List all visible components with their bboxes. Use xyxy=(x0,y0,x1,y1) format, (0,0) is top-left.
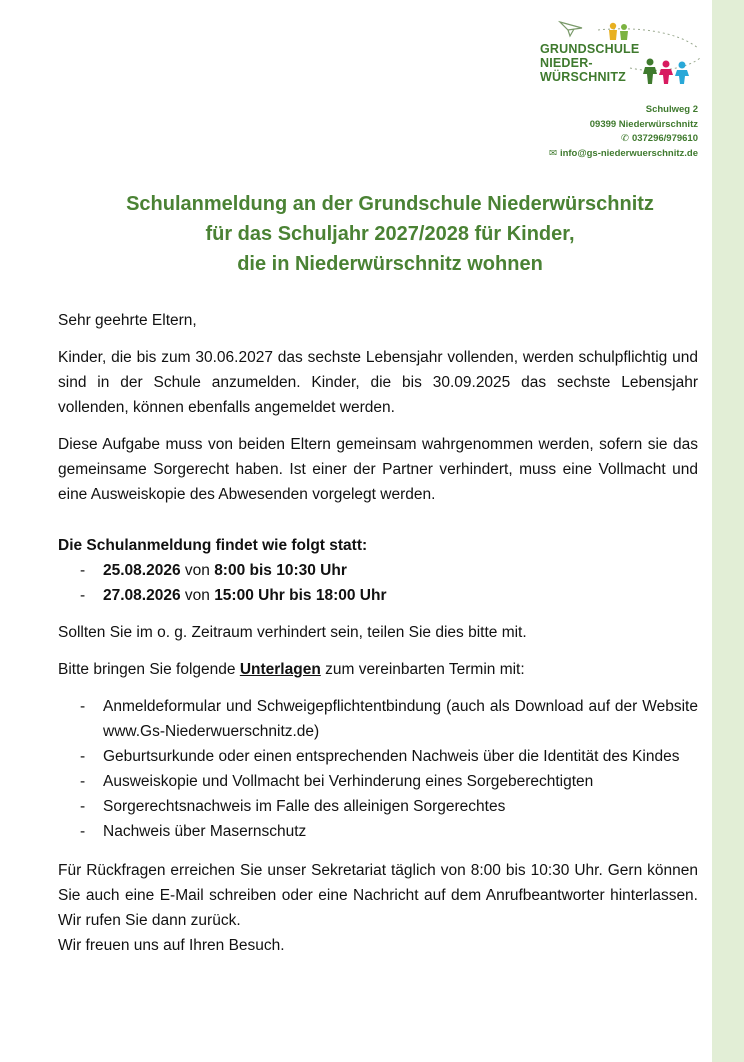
document-item xyxy=(58,694,698,744)
address-email[interactable]: info@gs-niederwuerschnitz.de xyxy=(559,147,698,159)
bring-prefix: Bitte bringen Sie folgende xyxy=(58,661,240,678)
dash-marker: - xyxy=(80,798,86,815)
document-text: Anmeldeformular und Schweigepflichtentbindung (auch als Download auf der Website www.Gs-Niederwuerschnitz.de) xyxy=(103,698,698,740)
side-strip xyxy=(712,0,744,1062)
time-value: 15:00 Uhr bis 18:00 Uhr xyxy=(214,587,387,604)
salutation: Sehr geehrte Eltern, xyxy=(58,312,197,329)
mail-icon: ✉ xyxy=(548,147,557,159)
date-item-2 xyxy=(58,583,698,608)
date-connector: von xyxy=(180,587,215,604)
logo-line-2: NIEDER- xyxy=(540,56,593,70)
document-text: Sorgerechtsnachweis im Falle des alleinigen Sorgerechtes xyxy=(103,798,506,815)
paragraph-contact: Für Rückfragen erreichen Sie unser Sekretariat täglich von 8:00 bis 10:30 Uhr. Gern können Sie auch eine E-Mail schreiben oder eine Nachricht auf dem Anrufbeantworter hinterlassen. Wir rufen Sie dann zurück. xyxy=(58,862,698,929)
address-street: Schulweg 2 xyxy=(645,104,698,115)
document-item xyxy=(58,744,698,769)
address-email-row xyxy=(549,147,698,162)
date-value: 25.08.2026 xyxy=(103,562,181,579)
school-logo xyxy=(538,18,703,88)
address-phone: 037296/979610 xyxy=(631,133,698,144)
spacer xyxy=(58,519,698,533)
document-item xyxy=(58,769,698,794)
address-phone-row xyxy=(549,132,698,147)
dash-marker: - xyxy=(80,823,86,840)
paragraph-school-age: Kinder, die bis zum 30.06.2027 das sechste Lebensjahr vollenden, werden schulpflichtig und sind in der Schule anzumelden. Kinder, die bis 30.09.2025 das sechste Lebensjahr vollenden, können ebenfalls angemeldet werden. xyxy=(58,349,698,416)
address-block xyxy=(549,103,698,161)
dates-list xyxy=(58,558,698,608)
document-item xyxy=(58,819,698,844)
dates-heading: Die Schulanmeldung findet wie folgt statt: xyxy=(58,537,368,554)
time-value: 8:00 bis 10:30 Uhr xyxy=(214,562,347,579)
dash-marker: - xyxy=(80,698,86,715)
title-line-3: die in Niederwürschnitz wohnen xyxy=(237,253,543,275)
date-item-1 xyxy=(58,558,698,583)
farewell: Wir freuen uns auf Ihren Besuch. xyxy=(58,937,285,954)
bring-keyword: Unterlagen xyxy=(239,661,321,678)
document-title xyxy=(60,189,720,279)
document-text: Ausweiskopie und Vollmacht bei Verhinderung eines Sorgeberechtigten xyxy=(103,773,594,790)
paragraph-parents: Diese Aufgabe muss von beiden Eltern gemeinsam wahrgenommen werden, sofern sie das gemeinsame Sorgerecht haben. Ist einer der Partner verhindert, muss eine Vollmacht und eine Ausweiskopie des Abwesenden vorgelegt werden. xyxy=(58,436,698,503)
dash-marker: - xyxy=(80,587,86,604)
date-value: 27.08.2026 xyxy=(103,587,181,604)
phone-icon: ✆ xyxy=(620,133,629,144)
documents-list xyxy=(58,694,698,844)
document-item xyxy=(58,794,698,819)
document-text: Geburtsurkunde oder einen entsprechenden Nachweis über die Identität des Kindes xyxy=(103,748,680,765)
logo-wordmark xyxy=(540,42,639,84)
title-line-1: Schulanmeldung an der Grundschule Niederwürschnitz xyxy=(126,193,654,215)
document-text: Nachweis über Masernschutz xyxy=(103,823,307,840)
date-connector: von xyxy=(180,562,215,579)
letter-body xyxy=(58,308,698,958)
logo-line-3: WÜRSCHNITZ xyxy=(540,70,627,84)
bring-suffix: zum vereinbarten Termin mit: xyxy=(320,661,525,678)
logo-line-1: GRUNDSCHULE xyxy=(540,42,640,56)
dash-marker: - xyxy=(80,562,86,579)
address-city: 09399 Niederwürschnitz xyxy=(589,118,698,130)
dash-marker: - xyxy=(80,773,86,790)
title-line-2: für das Schuljahr 2027/2028 für Kinder, xyxy=(205,223,575,245)
paragraph-prevented: Sollten Sie im o. g. Zeitraum verhindert sein, teilen Sie dies bitte mit. xyxy=(58,624,527,641)
dash-marker: - xyxy=(80,748,86,765)
paragraph-bring xyxy=(58,657,698,682)
